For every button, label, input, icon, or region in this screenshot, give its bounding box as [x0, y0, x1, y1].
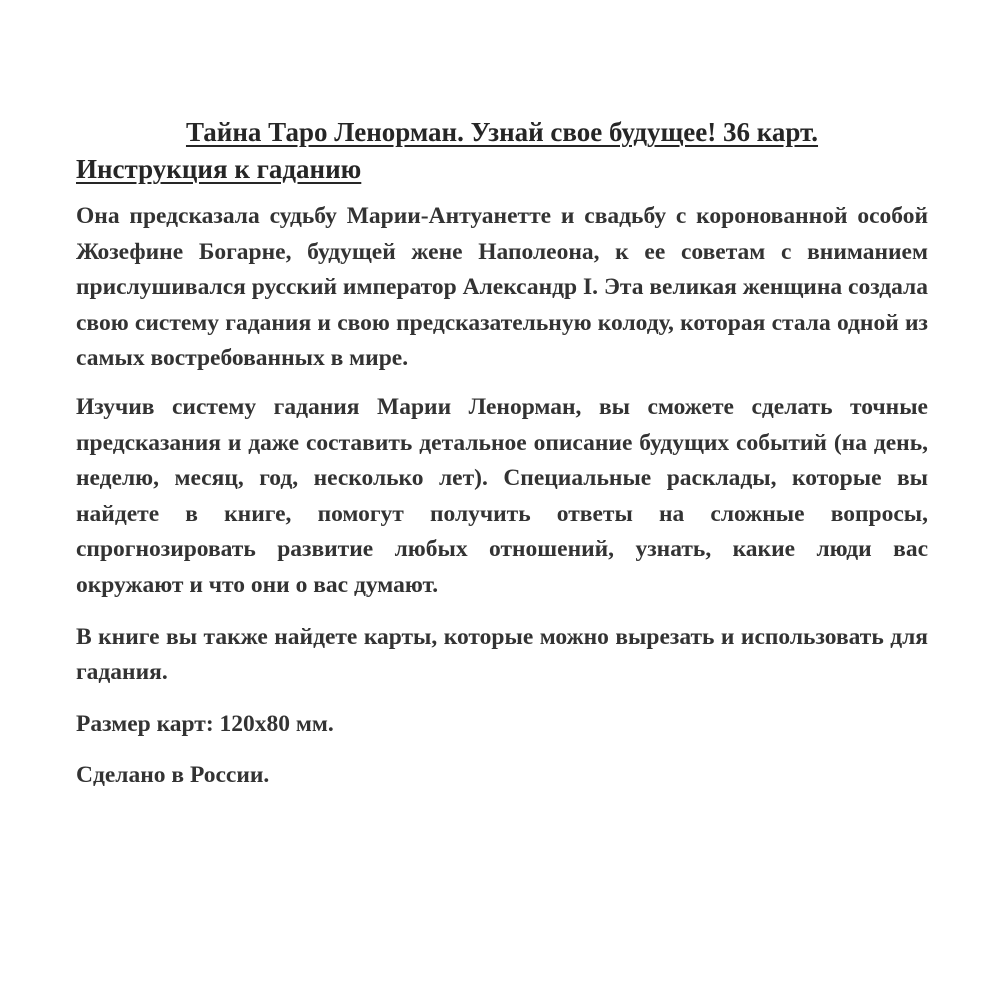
title-line-1: Тайна Таро Ленорман. Узнай свое будущее! 36 карт. [185, 117, 819, 147]
paragraph-intro: Она предсказала судьбу Марии-Антуанетте и свадьбу с коронованной особой Жозефине Богарне, будущей жене Наполеона, к ее советам с вниманием прислушивался русский император Александр I. Эта великая женщина создала свою систему гадания и свою предсказательную колоду, которая стала одной из самых востребованных в мире. [76, 203, 928, 372]
document-body [76, 114, 928, 794]
paragraph-system: Изучив систему гадания Марии Ленорман, вы сможете сделать точные предсказания и даже составить детальное описание будущих событий (на день, неделю, месяц, год, несколько лет). Специальные расклады, которые вы найдете в книге, помогут получить ответы на сложные вопросы, спрогнозировать развитие любых отношений, узнать, какие люди вас окружают и что они о вас думают. [76, 393, 928, 598]
paragraph-cards: В книге вы также найдете карты, которые можно вырезать и использовать для гадания. [76, 623, 928, 686]
title-line-2: Инструкция к гаданию [76, 154, 362, 184]
document-title [76, 114, 928, 188]
paragraph-card-size: Размер карт: 120х80 мм. [76, 710, 334, 737]
paragraph-made-in: Сделано в России. [76, 762, 270, 789]
